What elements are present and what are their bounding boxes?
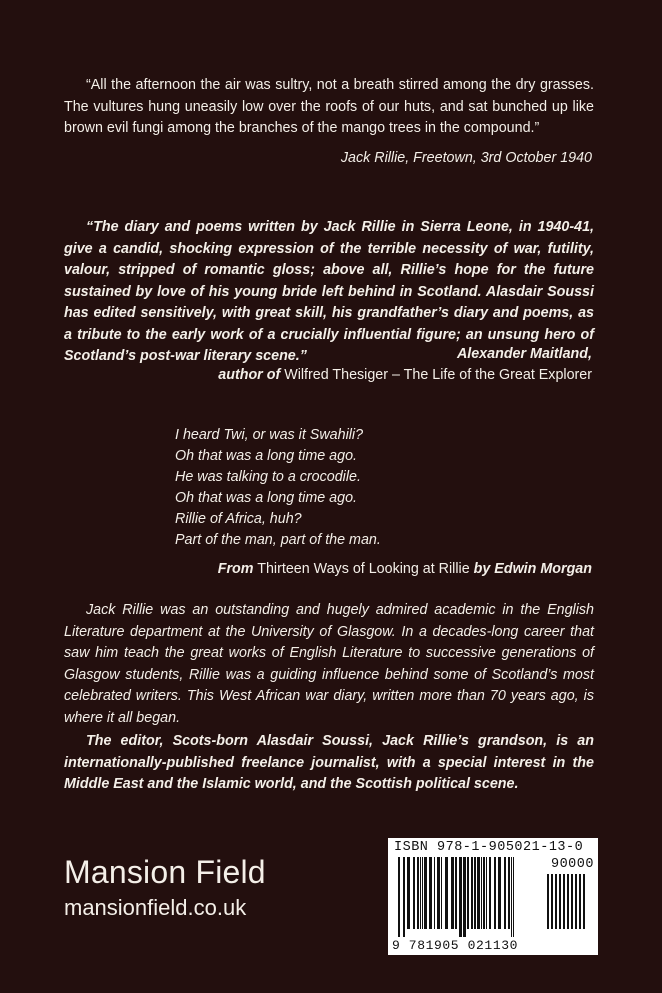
publisher-url: mansionfield.co.uk — [64, 895, 247, 920]
praise-role: author of — [218, 367, 281, 383]
poem-source-title: Thirteen Ways of Looking at Rillie — [257, 561, 470, 577]
isbn-barcode — [388, 838, 598, 955]
isbn-label: ISBN 978-1-905021-13-0 — [394, 840, 584, 855]
poem-excerpt — [175, 425, 555, 551]
poem-line: Oh that was a long time ago. — [175, 448, 357, 464]
opening-quote-attribution: Jack Rillie, Freetown, 3rd October 1940 — [340, 150, 592, 166]
price-code: 90000 — [550, 857, 594, 872]
poem-line: I heard Twi, or was it Swahili? — [175, 427, 364, 443]
poem-line: Oh that was a long time ago. — [175, 490, 357, 506]
praise-quote: “The diary and poems written by Jack Rillie in Sierra Leone, in 1940-41, give a candid, shocking expression of the terrible necessity of war, futility, valour, stripped of romantic gloss; above all, Rillie’s hope for the future sustained by love of his young bride left behind in Scotland. Alasdair Soussi has edited sensitively, with great skill, his grandfather’s diary and poems, as a tribute to the early work of a crucially influential figure; an unsung hero of Scotland’s post-war literary scene.” — [64, 219, 594, 364]
publisher-name: Mansion Field — [64, 854, 266, 890]
barcode-digits: 9 781905 021130 — [392, 938, 519, 953]
barcode-bars — [398, 857, 544, 937]
editor-note: The editor, Scots-born Alasdair Soussi, Jack Rillie’s grandson, is an internationally-published freelance journalist, with a special interest in the Middle East and the Islamic world, and the Scottish political scene. — [64, 733, 594, 792]
poem-line: Rillie of Africa, huh? — [175, 511, 302, 527]
praise-work: Wilfred Thesiger – The Life of the Great Explorer — [284, 367, 592, 383]
praise-credit — [218, 367, 592, 383]
author-bio: Jack Rillie was an outstanding and hugely admired academic in the English Literature department at the University of Glasgow. In a decades-long career that saw him teach the great works of English Literature to successive generations of Glasgow students, Rillie was a guiding influence behind some of Scotland’s most celebrated writers. This West African war diary, written more than 70 years ago, is where it all began. — [64, 602, 594, 726]
praise-author: Alexander Maitland, — [456, 346, 592, 362]
addon-barcode-bars — [547, 874, 593, 937]
poem-source-author: by Edwin Morgan — [473, 561, 592, 577]
opening-quote: “All the afternoon the air was sultry, not a breath stirred among the dry grasses. The vultures hung uneasily low over the roofs of our huts, and sat bunched up like brown evil fungi among the branches of the mango trees in the compound.” — [64, 77, 594, 136]
poem-line: He was talking to a crocodile. — [175, 469, 361, 485]
poem-source-prefix: From — [217, 561, 254, 577]
poem-line: Part of the man, part of the man. — [175, 532, 381, 548]
poem-source — [218, 561, 592, 577]
